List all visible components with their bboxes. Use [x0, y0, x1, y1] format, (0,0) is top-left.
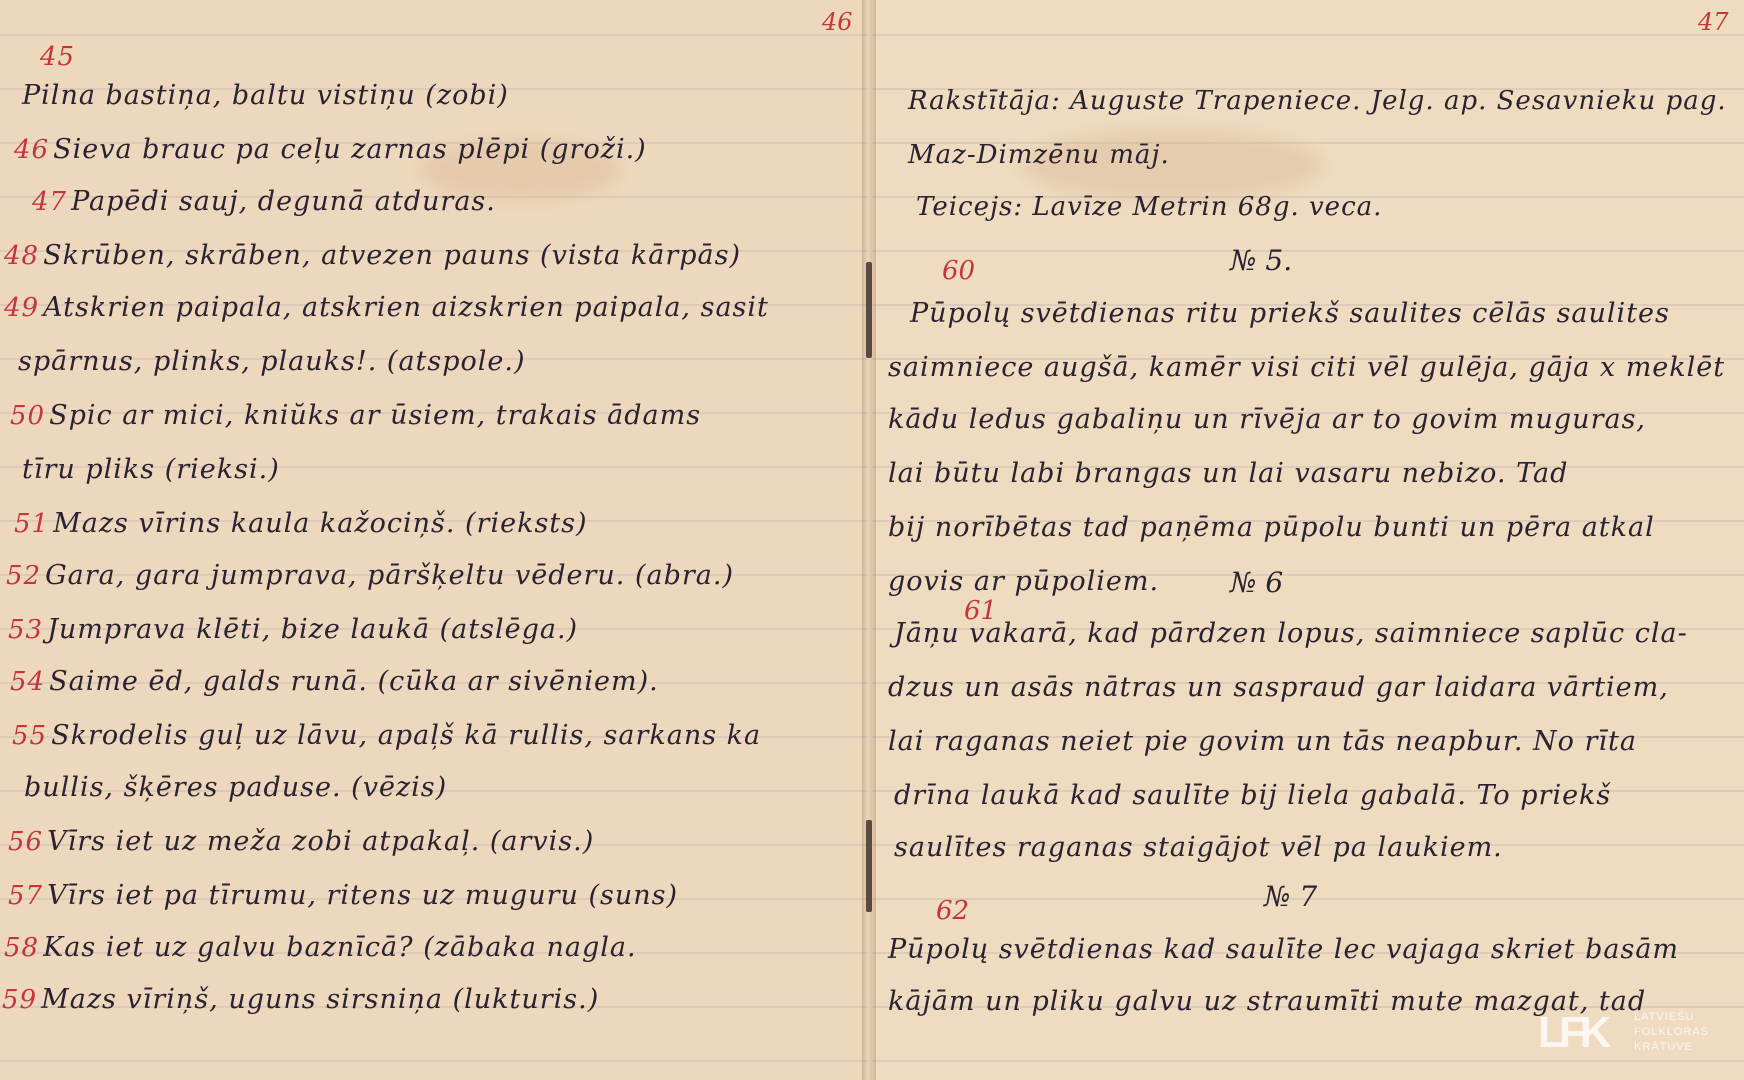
riddle-line: 54 Saime ēd, galds runā. (cūka ar sivēniem).: [10, 666, 659, 697]
village-line: Maz-Dimzēnu māj.: [908, 140, 1170, 170]
text-line: saulītes raganas staigājot vēl pa laukiem.: [894, 832, 1503, 863]
text-line: lai raganas neiet pie govim un tās neapbur. No rīta: [888, 726, 1637, 757]
riddle-line: 48 Skrūben, skrāben, atvezen pauns (vista kārpās): [4, 240, 741, 271]
right-page: [872, 0, 1744, 1080]
narrator-line: Teicejs: Lavīze Metrin 68g. veca.: [916, 192, 1383, 222]
riddle-line: 58 Kas iet uz galvu baznīcā? (zābaka nagla.: [4, 932, 637, 963]
section-heading: № 7: [1264, 880, 1318, 913]
text-line: lai būtu labi brangas un lai vasaru nebizo. Tad: [888, 458, 1569, 489]
riddle-line: 45 Pilna bastiņa, baltu vistiņu (zobi): [22, 42, 509, 111]
binding-staple: [866, 262, 872, 358]
riddle-line: 59 Mazs vīriņš, uguns sirsniņa (lukturis.): [2, 984, 600, 1015]
riddle-line: 57 Vīrs iet pa tīrumu, ritens uz muguru (suns): [8, 880, 679, 911]
section-heading: № 6: [1230, 566, 1284, 599]
text-line: govis ar pūpoliem.: [888, 566, 1160, 597]
right-page-number: 47: [1698, 8, 1729, 36]
entry-number: 60: [942, 256, 976, 286]
riddle-line: bullis, šķēres paduse. (vēzis): [24, 772, 448, 803]
text-line: kājām un pliku galvu uz straumīti mute mazgat, tad: [888, 986, 1647, 1017]
riddle-line: tīru pliks (rieksi.): [22, 454, 280, 485]
entry-number: 61: [964, 596, 998, 626]
text-line: dzus un asās nātras un saspraud gar laidara vārtiem,: [888, 672, 1669, 703]
page-gutter: [862, 0, 876, 1080]
riddle-line: 51 Mazs vīrins kaula kažociņš. (rieksts): [14, 508, 588, 539]
riddle-line: 46 Sieva brauc pa ceļu zarnas plēpi (groži.): [14, 134, 647, 165]
archive-watermark: [1538, 1004, 1728, 1064]
left-page-number: 46: [822, 8, 853, 36]
entry-number: 62: [936, 896, 970, 926]
archive-name: LATVIEŠU FOLKLORAS KRĀTUVE: [1634, 1011, 1710, 1053]
riddle-line: spārnus, plinks, plauks!. (atspole.): [18, 346, 526, 377]
riddle-line: 47 Papēdi sauj, degunā atduras.: [32, 186, 496, 217]
riddle-line: 50 Spic ar mici, kniŭks ar ūsiem, trakais ādams: [10, 400, 702, 431]
text-line: bij norībētas tad paņēma pūpolu bunti un pēra atkal: [888, 512, 1655, 543]
riddle-line: 55 Skrodelis guļ uz lāvu, apaļš kā rullis, sarkans ka: [12, 720, 762, 751]
text-line: Jāņu vakarā, kad pārdzen lopus, saimniece saplūc cla-: [894, 618, 1688, 649]
recorder-line: Rakstītāja: Auguste Trapeniece. Jelg. ap. Sesavnieku pag.: [908, 86, 1727, 116]
text-line: saimniece augšā, kamēr visi citi vēl gulēja, gāja x meklēt: [888, 352, 1726, 383]
archive-logo: LFK: [1538, 1008, 1606, 1057]
text-line: kādu ledus gabaliņu un rīvēja ar to govim muguras,: [888, 404, 1647, 435]
text-line: Pūpolų svētdienas kad saulīte lec vajaga skriet basām: [888, 934, 1680, 965]
riddle-line: 56 Vīrs iet uz meža zobi atpakaļ. (arvis.): [8, 826, 595, 857]
text-line: Pūpolų svētdienas ritu priekš saulites cēlās saulites: [910, 298, 1670, 329]
section-heading: № 5.: [1230, 244, 1293, 277]
riddle-line: 52 Gara, gara jumprava, pāršķeltu vēderu. (abra.): [6, 560, 734, 591]
left-page: [0, 0, 868, 1080]
riddle-line: 49 Atskrien paipala, atskrien aizskrien paipala, sasit: [4, 292, 769, 323]
text-line: drīna laukā kad saulīte bij liela gabalā. To priekš: [894, 780, 1612, 811]
binding-staple: [866, 820, 872, 912]
riddle-line: 53 Jumprava klēti, bize laukā (atslēga.): [8, 614, 579, 645]
